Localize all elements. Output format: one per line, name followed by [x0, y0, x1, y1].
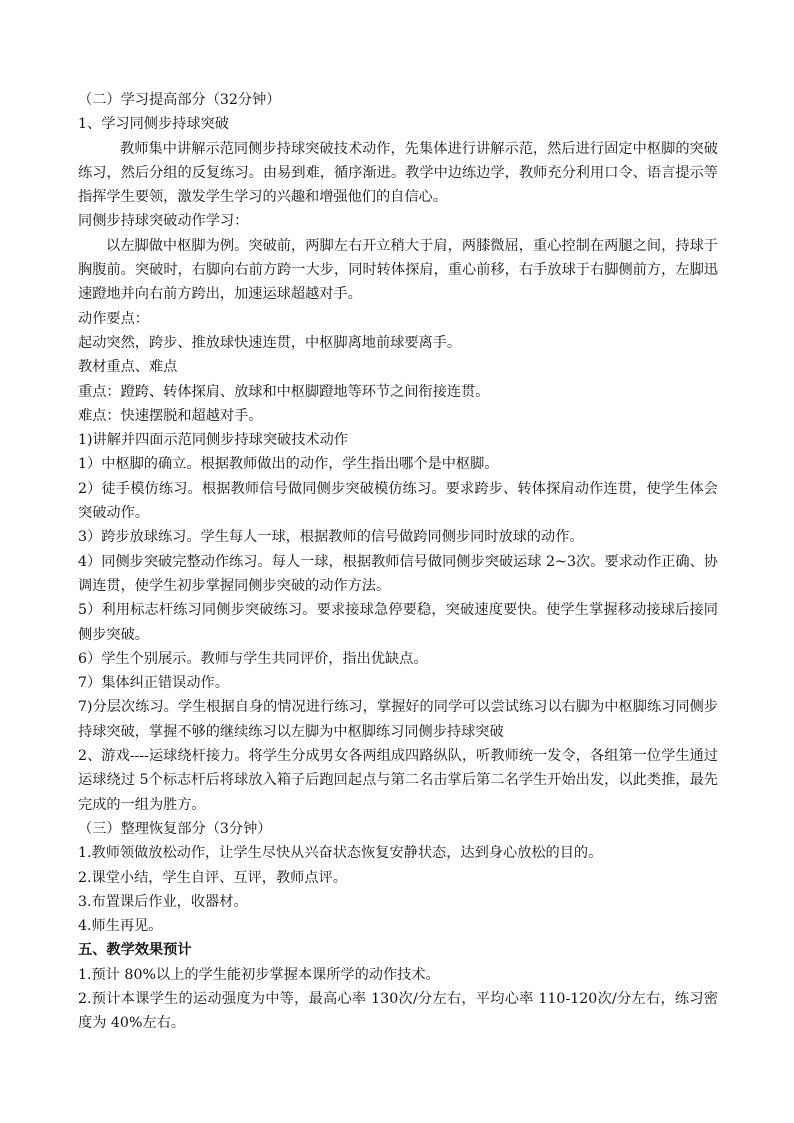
- text-line: 7）集体纠正错误动作。: [78, 675, 229, 692]
- text-line: 3）跨步放球练习。学生每人一球，根据教师的信号做跨同侧步同时放球的动作。: [78, 529, 584, 546]
- text-line: 1)讲解并四面示范同侧步持球突破技术动作: [78, 432, 348, 449]
- text-line: 4.师生再见。: [78, 918, 163, 935]
- text-line: 以左脚做中枢脚为例。突破前，两脚左右开立稍大于肩，两膝微屈，重心控制在两腿之间，持球于胸腹前。突破时，右脚向右前方跨一大步，同时转体探肩，重心前移，右手放球于右脚侧前方，左脚迅速蹬地并向右前方跨出，加速运球超越对手。: [78, 237, 718, 303]
- text-line: 3.布置课后作业，收器材。: [78, 893, 248, 910]
- text-line: 2.课堂小结，学生自评、互评，教师点评。: [78, 869, 347, 886]
- text-line: 1.预计 80%以上的学生能初步掌握本课所学的动作技术。: [78, 966, 440, 983]
- text-line: 难点：快速摆脱和超越对手。: [78, 407, 263, 424]
- text-line: 同侧步持球突破动作学习：: [78, 213, 249, 230]
- text-line: 起动突然，跨步、推放球快速连贯，中枢脚离地前球要离手。: [78, 334, 462, 351]
- text-line: 重点：蹬跨、转体探肩、放球和中枢脚蹬地等环节之间衔接连贯。: [78, 383, 490, 400]
- section-heading: 五、教学效果预计: [78, 942, 192, 959]
- text-line: （二）学习提高部分（32分钟）: [78, 92, 281, 108]
- text-line: 2）徒手模仿练习。根据教师信号做同侧步突破模仿练习。要求跨步、转体探肩动作连贯，使学生体会突破动作。: [78, 480, 718, 522]
- text-line: 7)分层次练习。学生根据自身的情况进行练习，掌握好的同学可以尝试练习以右脚为中枢脚练习同侧步持球突破，掌握不够的继续练习以左脚为中枢脚练习同侧步持球突破: [78, 699, 718, 740]
- text-line: 1.教师领做放松动作，让学生尽快从兴奋状态恢复安静状态，达到身心放松的目的。: [78, 845, 603, 862]
- text-line: 5）利用标志杆练习同侧步突破练习。要求接球急停要稳，突破速度要快。使学生掌握移动接球后接同侧步突破。: [78, 602, 718, 643]
- document-page: [78, 88, 718, 1036]
- text-line: 6）学生个别展示。教师与学生共同评价，指出优缺点。: [78, 650, 428, 667]
- text-line: （三）整理恢复部分（3分钟）: [78, 820, 272, 837]
- text-line: 教材重点、难点: [78, 359, 178, 376]
- text-line: 4）同侧步突破完整动作练习。每人一球，根据教师信号做同侧步突破运球 2~3次。要求动作正确、协调连贯，使学生初步掌握同侧步突破的动作方法。: [78, 553, 718, 594]
- text-line: 1、学习同侧步持球突破: [78, 116, 229, 133]
- text-line: 1）中枢脚的确立。根据教师做出的动作，学生指出哪个是中枢脚。: [78, 456, 499, 473]
- text-line: 2、游戏----运球绕杆接力。将学生分成男女各两组成四路纵队，听教师统一发令，各组第一位学生通过运球绕过 5个标志杆后将球放入箱子后跑回起点与第二名击掌后第二名学生开始出发，以此类推，最先完成的一组为胜方。: [78, 748, 718, 813]
- text-line: 2.预计本课学生的运动强度为中等，最高心率 130次/分左右，平均心率 110-120次/分左右，练习密度为 40%左右。: [78, 990, 718, 1032]
- text-line: 教师集中讲解示范同侧步持球突破技术动作，先集体进行讲解示范，然后进行固定中枢脚的突破练习，然后分组的反复练习。由易到难，循序渐进。教学中边练边学，教师充分利用口令、语言提示等指挥学生要领，激发学生学习的兴趣和增强他们的自信心。: [78, 140, 718, 206]
- text-line: 动作要点：: [78, 310, 149, 327]
